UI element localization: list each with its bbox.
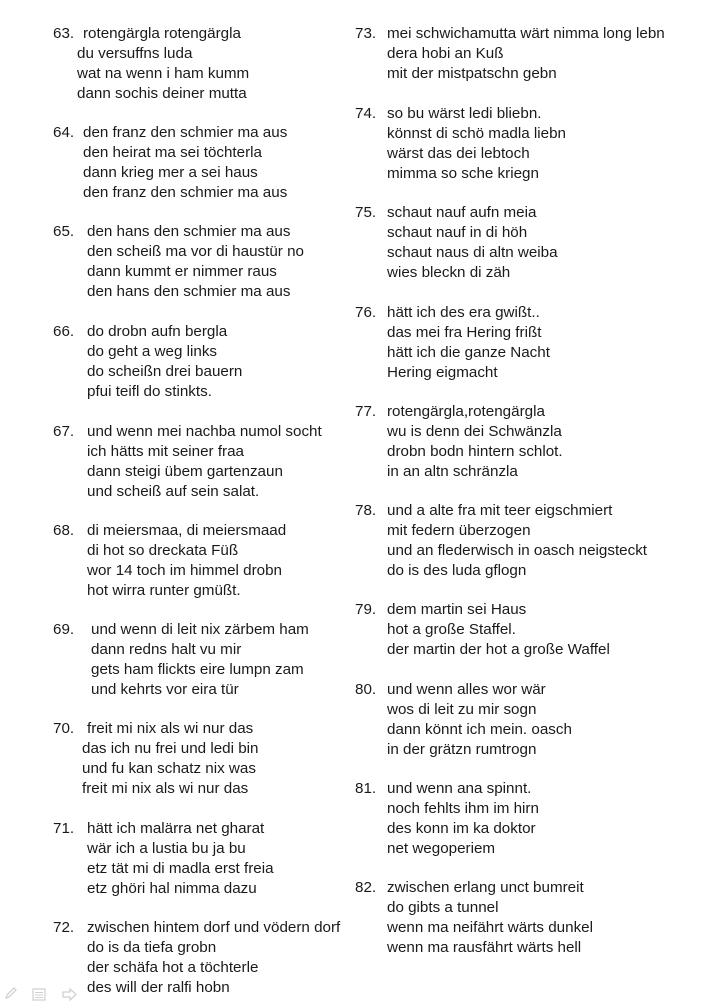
stanza-number: 65.	[53, 223, 75, 240]
verse-line: wat na wenn i ham kumm	[77, 64, 250, 82]
verse-line: schaut nauf aufn meia	[387, 204, 537, 221]
verse-line: freit mi nix als wi nur das	[82, 779, 249, 797]
verse-line: und an flederwisch in oasch neigsteckt	[387, 541, 648, 559]
stanza-number: 75.	[355, 204, 377, 221]
verse-line: gets ham flickts eire lumpn zam	[91, 660, 304, 678]
verse-line: und wenn di leit nix zärbem ham	[91, 621, 309, 638]
viewer-toolbar	[0, 984, 90, 1006]
verse-line: zwischen erlang unct bumreit	[387, 879, 584, 896]
verse-line: net wegoperiem	[387, 839, 496, 857]
verse-line: das mei fra Hering frißt	[387, 323, 542, 341]
verse-line: und a alte fra mit teer eigschmiert	[387, 502, 613, 519]
stanza-number: 76.	[355, 304, 377, 321]
verse-line: und wenn alles wor wär	[387, 681, 546, 698]
stanza-number: 67.	[53, 423, 75, 440]
verse-line: und wenn mei nachba numol socht	[87, 423, 322, 440]
verse-line: den hans den schmier ma aus	[87, 282, 291, 300]
verse-line: di meiersmaa, di meiersmaad	[87, 522, 287, 539]
verse-line: pfui teifl do stinkts.	[87, 382, 212, 400]
verse-line: den franz den schmier ma aus	[83, 124, 288, 141]
pencil-icon[interactable]	[4, 986, 18, 1006]
verse-line: di hot so dreckata Füß	[87, 541, 239, 559]
verse-line: des konn im ka doktor	[387, 819, 536, 837]
verse-line: wor 14 toch im himmel drobn	[87, 561, 282, 579]
verse-line: den heirat ma sei töchterla	[83, 143, 262, 161]
verse-line: wärst das dei lebtoch	[387, 144, 530, 162]
verse-line: das ich nu frei und ledi bin	[82, 739, 259, 757]
verse-line: in der grätzn rumtrogn	[387, 740, 537, 758]
verse-line: do scheißn drei bauern	[87, 362, 243, 380]
verse-line: dera hobi an Kuß	[387, 44, 504, 62]
verse-line: wenn ma rausfährt wärts hell	[387, 938, 582, 956]
arrow-icon[interactable]	[62, 987, 78, 1007]
verse-line: wenn ma neifährt wärts dunkel	[387, 918, 593, 936]
verse-line: etz ghöri hal nimma dazu	[87, 879, 257, 897]
verse-line: und scheiß auf sein salat.	[87, 482, 260, 500]
verse-line: ich hätts mit seiner fraa	[87, 442, 244, 460]
stanza-number: 79.	[355, 601, 377, 618]
verse-line: wär ich a lustia bu ja bu	[87, 839, 246, 857]
verse-line: zwischen hintem dorf und vödern dorf	[87, 919, 341, 936]
stanza-number: 77.	[355, 403, 377, 420]
stanza-number: 71.	[53, 820, 75, 837]
verse-line: so bu wärst ledi bliebn.	[387, 105, 542, 122]
verse-line: den scheiß ma vor di haustür no	[87, 242, 304, 260]
stanza-number: 72.	[53, 919, 75, 936]
stanza-number: 64.	[53, 124, 75, 141]
verse-line: könnst di schö madla liebn	[387, 124, 566, 142]
verse-line: mimma so sche kriegn	[387, 164, 539, 182]
verse-line: wies bleckn di zäh	[387, 263, 511, 281]
verse-line: mei schwichamutta wärt nimma long lebn	[387, 25, 665, 42]
verse-line: hätt ich malärra net gharat	[87, 820, 265, 837]
verse-line: do is des luda gflogn	[387, 561, 527, 579]
stanza-number: 68.	[53, 522, 75, 539]
stanza-number: 81.	[355, 780, 377, 797]
verse-line: hot wirra runter gmüßt.	[87, 581, 241, 599]
verse-line: mit federn überzogen	[387, 521, 531, 539]
verse-line: und fu kan schatz nix was	[82, 759, 256, 777]
verse-line: dem martin sei Haus	[387, 601, 527, 618]
verse-line: in an altn schränzla	[387, 462, 518, 480]
verse-line: noch fehlts ihm im hirn	[387, 799, 539, 817]
verse-line: schaut naus di altn weiba	[387, 243, 558, 261]
verse-line: den franz den schmier ma aus	[83, 183, 288, 201]
verse-line: dann steigi übem gartenzaun	[87, 462, 283, 480]
verse-line: dann krieg mer a sei haus	[83, 163, 258, 181]
verse-line: drobn bodn hintern schlot.	[387, 442, 563, 460]
verse-line: hot a große Staffel.	[387, 620, 516, 638]
stanza-number: 63.	[53, 25, 75, 42]
verse-line: do geht a weg links	[87, 342, 218, 360]
stanza-number: 80.	[355, 681, 377, 698]
verse-line: Hering eigmacht	[387, 363, 498, 381]
verse-line: und wenn ana spinnt.	[387, 780, 532, 797]
stanza-number: 69.	[53, 621, 75, 638]
stanza-number: 82.	[355, 879, 377, 896]
verse-line: und kehrts vor eira tür	[91, 680, 239, 698]
stanza-number: 73.	[355, 25, 377, 42]
verse-line: der schäfa hot a töchterle	[87, 958, 259, 976]
notes-icon[interactable]	[32, 987, 46, 1007]
verse-line: des will der ralfi hobn	[87, 978, 230, 996]
verse-line: du versuffns luda	[77, 44, 193, 62]
stanza-number: 70.	[53, 720, 75, 737]
verse-line: etz tät mi di madla erst freia	[87, 859, 274, 877]
verse-line: dann sochis deiner mutta	[77, 84, 247, 102]
verse-line: rotengärgla,rotengärgla	[387, 403, 545, 420]
verse-line: do drobn aufn bergla	[87, 323, 228, 340]
verse-line: hätt ich des era gwißt..	[387, 304, 540, 321]
stanza-number: 66.	[53, 323, 75, 340]
verse-line: schaut nauf in di höh	[387, 223, 528, 241]
verse-line: do gibts a tunnel	[387, 898, 499, 916]
verse-line: hätt ich die ganze Nacht	[387, 343, 550, 361]
verse-line: mit der mistpatschn gebn	[387, 64, 557, 82]
verse-line: do is da tiefa grobn	[87, 938, 217, 956]
stanza-number: 74.	[355, 105, 377, 122]
verse-line: rotengärgla rotengärgla	[83, 25, 241, 42]
verse-line: wos di leit zu mir sogn	[387, 700, 537, 718]
verse-line: der martin der hot a große Waffel	[387, 640, 610, 658]
stanza-number: 78.	[355, 502, 377, 519]
verse-line: den hans den schmier ma aus	[87, 223, 291, 240]
verse-line: dann könnt ich mein. oasch	[387, 720, 572, 738]
verse-line: dann redns halt vu mir	[91, 640, 242, 658]
verse-line: dann kummt er nimmer raus	[87, 262, 277, 280]
verse-line: wu is denn dei Schwänzla	[387, 422, 562, 440]
verse-line: freit mi nix als wi nur das	[87, 720, 254, 737]
